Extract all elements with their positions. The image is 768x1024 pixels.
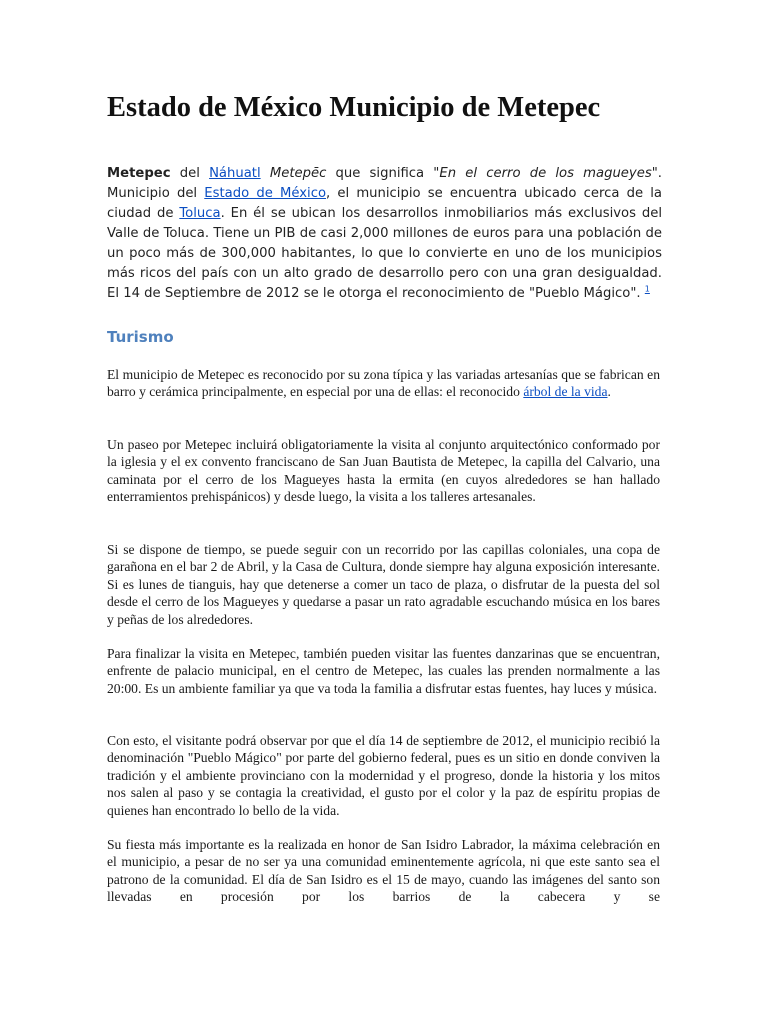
link-nahuatl[interactable]: Náhuatl (209, 166, 261, 181)
intro-text-6: . En él se ubican los desarrollos inmobiliarios más exclusivos del Valle de Toluca. Tiene un PIB de casi 2,000 millones de euros para una población de un poco más de 300,000 habitantes, lo que lo convierte en uno de los municipios más ricos del país con un alto grado de desarrollo pero con una gran desigualdad. El 14 de Septiembre de 2012 se le otorga el reconocimiento de "Pueblo Mágico". (107, 206, 662, 301)
intro-italic-meaning: En el cerro de los magueyes (439, 166, 652, 181)
section-heading-turismo: Turismo (107, 328, 174, 346)
paragraph-4: Para finalizar la visita en Metepec, también pueden visitar las fuentes danzarinas que se encuentran, enfrente de palacio municipal, en el centro de Metepec, las cuales las prenden normalmente a las 20:00. Es un ambiente familiar ya que va toda la familia a disfrutar estas fuentes, hay luces y música. (107, 646, 660, 696)
paragraph-5: Con esto, el visitante podrá observar por que el día 14 de septiembre de 2012, el municipio recibió la denominación "Pueblo Mágico" por parte del gobierno federal, pues es un sitio en donde conviven la tradición y el ambiente provinciano con la modernidad y el progreso, donde la historia y los mitos nos salen al paso y se contagia la creatividad, el gusto por el color y la paz de espíritu propias de quienes han encontrado lo bello de la vida. (107, 733, 660, 818)
intro-text-2 (261, 166, 270, 181)
link-estado-de-mexico[interactable]: Estado de México (204, 186, 327, 201)
paragraph-2: Un paseo por Metepec incluirá obligatoriamente la visita al conjunto arquitectónico conformado por la iglesia y el ex convento franciscano de San Juan Bautista de Metepec, la capilla del Calvario, una caminata por el cerro de los Magueyes hasta la ermita (en cuyos alrededores se han hallado enterramientos prehispánicos) y desde luego, la visita a los talleres artesanales. (107, 437, 660, 505)
footnote-link[interactable]: 1 (644, 284, 650, 294)
intro-italic-word: Metepēc (269, 166, 327, 181)
paragraph-1-end: . (607, 384, 611, 400)
intro-text-5: , el municipio se encuentra ubicado cerca de la ciudad de (107, 186, 663, 221)
link-toluca[interactable]: Toluca (179, 206, 221, 221)
intro-text-4: ". Municipio del (107, 166, 662, 201)
intro-text-3: que significa " (326, 166, 440, 181)
footnote-marker (645, 285, 650, 294)
intro-paragraph (107, 164, 662, 304)
paragraph-1 (107, 366, 660, 401)
paragraph-6: Su fiesta más importante es la realizada en honor de San Isidro Labrador, la máxima celebración en el municipio, a pesar de no ser ya una comunidad eminentemente agrícola, ni que este santo sea el patrono de la comunidad. El día de San Isidro es el 15 de mayo, cuando las imágenes del santo son llevadas en procesión por los barrios de la cabecera y se (107, 837, 660, 904)
paragraph-1-text: El municipio de Metepec es reconocido por su zona típica y las variadas artesanías que se fabrican en barro y cerámica principalmente, en especial por una de ellas: el reconocido (107, 367, 660, 400)
intro-text-1: del (170, 166, 210, 181)
paragraph-3: Si se dispone de tiempo, se puede seguir con un recorrido por las capillas coloniales, una copa de garañona en el bar 2 de Abril, y la Casa de Cultura, donde siempre hay alguna exposición interesante. Si es lunes de tianguis, hay que detenerse a comer un taco de plaza, o disfrutar de la puesta del sol desde el cerro de los Magueyes y quedarse a pasar un rato agradable escuchando música en los bares y peñas de los alrededores. (107, 542, 660, 627)
link-arbol-de-la-vida[interactable]: árbol de la vida (523, 384, 608, 400)
intro-bold-word: Metepec (107, 166, 171, 181)
page-title: Estado de México Municipio de Metepec (107, 92, 601, 123)
